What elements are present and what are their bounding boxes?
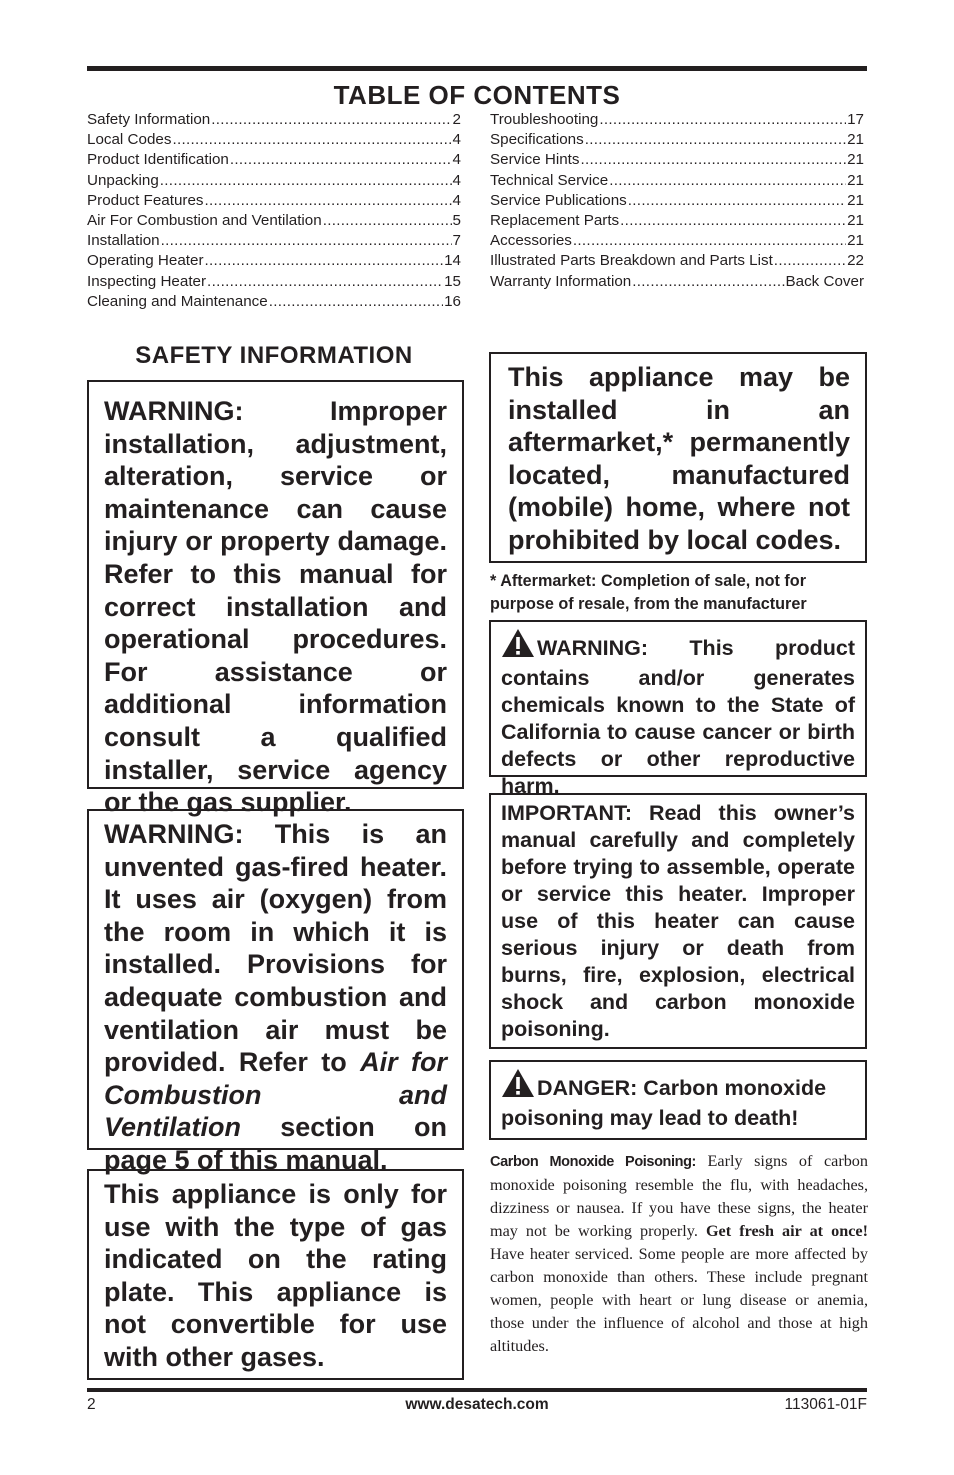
toc-entry-label: Warranty Information	[490, 272, 632, 290]
toc-entry[interactable]	[490, 251, 864, 271]
toc-entry-label: Product Identification	[87, 151, 229, 169]
toc-entry[interactable]	[490, 272, 864, 292]
toc-entry-label: Specifications	[490, 131, 584, 149]
toc-leader-dots	[599, 110, 846, 130]
toc-entry-page: 4	[452, 131, 461, 149]
bottom-rule	[87, 1388, 867, 1392]
toc-entry[interactable]	[87, 191, 461, 211]
toc-entry-label: Cleaning and Maintenance	[87, 292, 268, 310]
toc-entry-label: Accessories	[490, 232, 572, 250]
danger-text: DANGER: Carbon monoxide poisoning may lead to death!	[501, 1076, 827, 1130]
aftermarket-text: This appliance may be installed in an aftermarket,* permanently located, manufactured (mobile) home, where not prohibited by local codes.	[508, 362, 850, 555]
toc-entry-page: 4	[452, 151, 461, 169]
toc-entry[interactable]	[490, 130, 864, 150]
toc-entry-label: Inspecting Heater	[87, 272, 207, 290]
toc-entry-page: 15	[444, 272, 461, 290]
toc-entry[interactable]	[87, 251, 461, 271]
top-rule	[87, 66, 867, 71]
toc-entry-page: 16	[444, 292, 461, 310]
toc-leader-dots	[609, 171, 846, 191]
toc-left-column	[87, 110, 461, 312]
toc-entry-page: 21	[847, 171, 864, 189]
toc-entry-page: 17	[847, 111, 864, 128]
toc-entry-label: Troubleshooting	[490, 111, 599, 128]
toc-entry[interactable]	[87, 110, 461, 130]
toc-entry-page: 2	[452, 111, 461, 128]
toc-leader-dots	[269, 292, 443, 312]
important-text: IMPORTANT: Read this owner’s manual carefully and completely before trying to assemble, operate or service this heater. Improper use of this heater can cause serious injury or death from burns, fire, explosion, electrical shock and carbon monoxide poisoning.	[501, 801, 855, 1041]
toc-entry-label: Local Codes	[87, 131, 172, 149]
carbon-monoxide-paragraph	[490, 1150, 868, 1358]
toc-entry-page: 21	[847, 232, 864, 250]
toc-leader-dots	[323, 211, 452, 231]
toc-leader-dots	[211, 110, 451, 130]
toc-leader-dots	[172, 130, 451, 150]
toc-entry[interactable]	[490, 171, 864, 191]
toc-leader-dots	[160, 171, 452, 191]
toc-leader-dots	[161, 231, 452, 251]
toc-entry[interactable]	[87, 171, 461, 191]
toc-entry-page: 21	[847, 131, 864, 149]
gas-type-box	[87, 1169, 464, 1380]
toc-entry-page: 7	[452, 232, 461, 250]
warning-installation-text: WARNING: Improper installation, adjustment, alteration, service or maintenance can cause injury or property damage. Refer to this manual for correct installation and operational procedures. For assistance or additional information consult a qualified installer, service agency or the gas supplier.	[104, 396, 447, 818]
toc-entry[interactable]	[87, 150, 461, 170]
toc-right-column	[490, 110, 864, 292]
safety-heading: SAFETY INFORMATION	[135, 342, 413, 369]
carbon-monoxide-lead: Carbon Monoxide Poisoning:	[490, 1154, 696, 1170]
toc-leader-dots	[620, 211, 846, 231]
page-number: 2	[87, 1396, 96, 1413]
toc-leader-dots	[580, 150, 846, 170]
toc-leader-dots	[774, 251, 846, 271]
toc-entry[interactable]	[490, 110, 864, 130]
toc-entry-label: Illustrated Parts Breakdown and Parts List	[490, 252, 773, 270]
toc-entry-page: 21	[847, 191, 864, 209]
toc-entry[interactable]	[490, 211, 864, 231]
toc-entry-label: Operating Heater	[87, 252, 204, 270]
toc-entry-label: Service Publications	[490, 191, 627, 209]
toc-entry-page: 5	[452, 211, 461, 229]
toc-entry[interactable]	[87, 292, 461, 312]
warning-unvented-text: WARNING: This is an unvented gas-fired heater. It uses air (oxygen) from the room in which it is installed. Provisions for adequate combustion and ventilation air must be provided. Refer to	[104, 819, 447, 1078]
prop65-warning-box	[489, 620, 867, 798]
toc-leader-dots	[632, 272, 784, 292]
toc-leader-dots	[205, 251, 444, 271]
toc-entry-page: Back Cover	[785, 272, 864, 290]
toc-entry-page: 21	[847, 151, 864, 169]
toc-leader-dots	[205, 191, 452, 211]
toc-entry[interactable]	[87, 130, 461, 150]
toc-entry[interactable]	[87, 231, 461, 251]
toc-entry-label: Air For Combustion and Ventilation	[87, 211, 322, 229]
important-box	[489, 793, 867, 1049]
carbon-monoxide-text-end: Have heater serviced. Some people are more affected by carbon monoxide than others. These include pregnant women, people with heart or lung disease or anemia, those under the influence of alcohol and those at high altitudes.	[490, 1245, 868, 1355]
toc-leader-dots	[573, 231, 846, 251]
warning-unvented-box	[87, 809, 464, 1175]
toc-entry[interactable]	[490, 231, 864, 251]
toc-entry-page: 14	[444, 252, 461, 270]
toc-entry-page: 22	[847, 252, 864, 270]
danger-triangle-icon	[501, 1068, 535, 1105]
toc-leader-dots	[230, 150, 452, 170]
toc-entry-label: Service Hints	[490, 151, 580, 169]
toc-entry-label: Unpacking	[87, 171, 159, 189]
warning-triangle-icon	[501, 628, 535, 665]
toc-entry-page: 21	[847, 211, 864, 229]
toc-entry-label: Safety Information	[87, 111, 211, 128]
warning-installation-box	[87, 380, 464, 818]
toc-title: TABLE OF CONTENTS	[333, 80, 621, 110]
toc-entry-page: 4	[452, 191, 461, 209]
document-code: 113061-01F	[784, 1396, 867, 1413]
warning-unvented-reference: Air for Combustion and Ventilation	[104, 1047, 448, 1143]
toc-entry[interactable]	[87, 272, 461, 292]
toc-entry[interactable]	[490, 191, 864, 211]
website-link[interactable]: www.desatech.com	[405, 1396, 549, 1413]
aftermarket-footnote: * Aftermarket: Completion of sale, not for purpose of resale, from the manufacturer	[490, 572, 807, 613]
toc-entry[interactable]	[87, 211, 461, 231]
toc-leader-dots	[628, 191, 846, 211]
toc-entry-label: Technical Service	[490, 171, 609, 189]
toc-entry-label: Replacement Parts	[490, 211, 620, 229]
gas-type-text: This appliance is only for use with the type of gas indicated on the rating plate. This appliance is not convertible for use with other gases.	[104, 1179, 447, 1372]
toc-leader-dots	[585, 130, 846, 150]
toc-leader-dots	[207, 272, 443, 292]
carbon-monoxide-emphasis: Get fresh air at once!	[705, 1222, 868, 1240]
toc-entry-page: 4	[452, 171, 461, 189]
prop65-warning-text: WARNING: This product contains and/or generates chemicals known to the State of California to cause cancer or birth defects or other reproductive harm.	[501, 636, 855, 798]
toc-entry-label: Product Features	[87, 191, 204, 209]
carbon-monoxide-text: Early signs of carbon monoxide poisoning resemble the flu, with headaches, dizziness or nausea. If you have these signs, the heater may not be working properly.	[490, 1152, 868, 1240]
toc-entry-label: Installation	[87, 232, 160, 250]
warning-unvented-text-end: section on page 5 of this manual.	[104, 1112, 447, 1175]
danger-box	[489, 1060, 867, 1140]
aftermarket-box	[489, 352, 867, 563]
toc-entry[interactable]	[490, 150, 864, 170]
